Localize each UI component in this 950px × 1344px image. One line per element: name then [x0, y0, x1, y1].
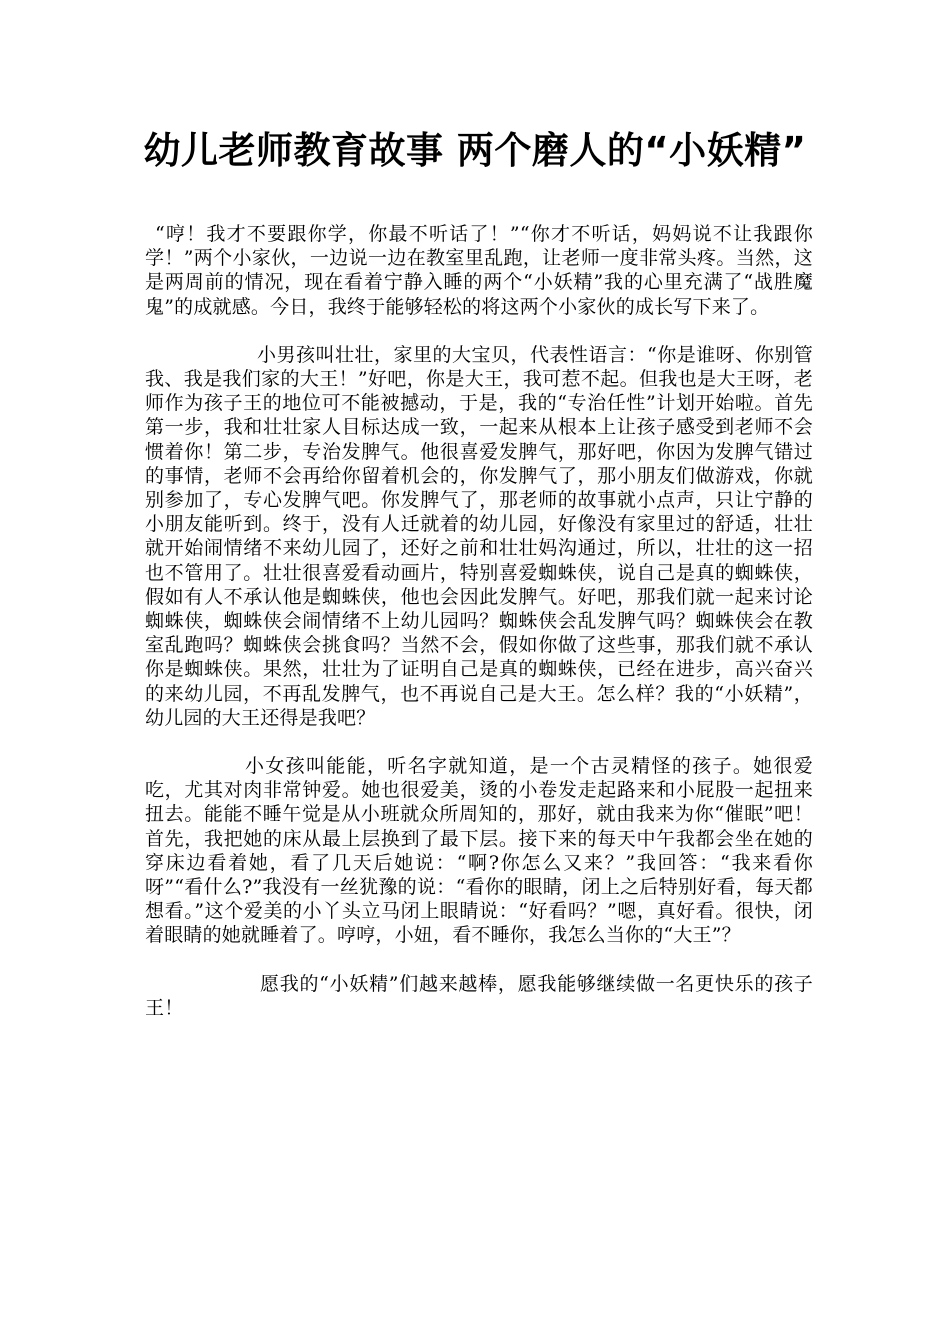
paragraph-zhuangzhuang: 小男孩叫壮壮，家里的大宝贝，代表性语言：“你是谁呀、你别管我、我是我们家的大王！”好吧，你是大王，我可惹不起。但我也是大王呀，老师作为孩子王的地位可不能被撼动，于是，我的“专治任性”计划开始啦。首先第一步，我和壮壮家人目标达成一致，一起来从根本上让孩子感受到老师不会惯着你！第二步，专治发脾气。他很喜爱发脾气，那好吧，你因为发脾气错过的事情，老师不会再给你留着机会的，你发脾气了，那小朋友们做游戏，你就别参加了，专心发脾气吧。你发脾气了，那老师的故事就小点声，只让宁静的小朋友能听到。终于，没有人迁就着的幼儿园，好像没有家里过的舒适，壮壮就开始闹情绪不来幼儿园了，还好之前和壮壮妈沟通过，所以，壮壮的这一招也不管用了。壮壮很喜爱看动画片，特别喜爱蜘蛛侠，说自己是真的蜘蛛侠，假如有人不承认他是蜘蛛侠，他也会因此发脾气。好吧，那我们就一起来讨论蜘蛛侠，蜘蛛侠会闹情绪不上幼儿园吗？蜘蛛侠会乱发脾气吗？蜘蛛侠会在教室乱跑吗？蜘蛛侠会挑食吗？当然不会，假如你做了这些事，那我们就不承认你是蜘蛛侠。果然，壮壮为了证明自己是真的蜘蛛侠，已经在进步，高兴奋兴的来幼儿园，不再乱发脾气，也不再说自己是大王。怎么样？我的“小妖精”，幼儿园的大王还得是我吧？	[145, 343, 813, 729]
document-title: 幼儿老师教育故事 两个磨人的“小妖精”	[143, 129, 807, 172]
document-body	[145, 222, 813, 1044]
paragraph-nengneng: 小女孩叫能能，听名字就知道，是一个古灵精怪的孩子。她很爱吃，尤其对肉非常钟爱。她也很爱美，烫的小卷发走起路来和小屁股一起扭来扭去。能能不睡午觉是从小班就众所周知的，那好，就由我来为你“催眠”吧！首先，我把她的床从最上层换到了最下层。接下来的每天中午我都会坐在她的穿床边看着她，看了几天后她说：“啊?你怎么又来？”我回答：“我来看你呀”“看什么?”我没有一丝犹豫的说：“看你的眼睛，闭上之后特别好看，每天都想看。”这个爱美的小丫头立马闭上眼睛说：“好看吗？”嗯，真好看。很快，闭着眼睛的她就睡着了。哼哼，小妞，看不睡你，我怎么当你的“大王”？	[145, 755, 813, 947]
paragraph-closing: 愿我的“小妖精”们越来越棒，愿我能够继续做一名更快乐的孩子王！	[145, 972, 813, 1019]
paragraph-intro: “哼！我才不要跟你学，你最不听话了！”“你才不听话，妈妈说不让我跟你学！”两个小家伙，一边说一边在教室里乱跑，让老师一度非常头疼。当然，这是两周前的情况，现在看着宁静入睡的两个“小妖精”我的心里充满了“战胜魔鬼”的成就感。今日，我终于能够轻松的将这两个小家伙的成长写下来了。	[145, 223, 813, 318]
